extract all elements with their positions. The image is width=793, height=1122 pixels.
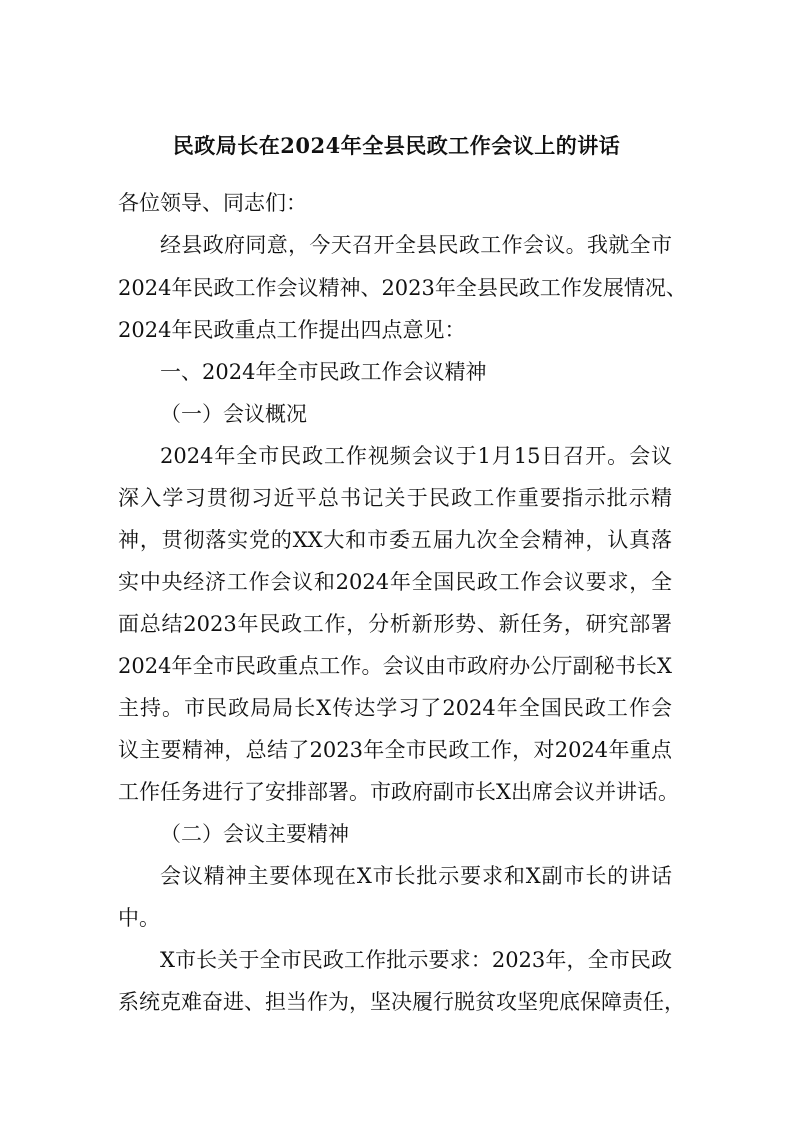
paragraph-line: 主持。市民政局局长X传达学习了2024年全国民政工作会 — [118, 696, 672, 720]
paragraph-line: 2024年民政重点工作提出四点意见： — [118, 318, 466, 342]
paragraph-line: X市长关于全市民政工作批示要求：2023年，全市民政 — [160, 948, 672, 972]
paragraph-line: 中。 — [118, 906, 160, 930]
paragraph-line: 会议精神主要体现在X市长批示要求和X副市长的讲话 — [160, 864, 672, 888]
subsection-heading: （一）会议概况 — [160, 402, 307, 426]
paragraph-line: 经县政府同意，今天召开全县民政工作会议。我就全市 — [160, 233, 672, 257]
paragraph-line: 系统克难奋进、担当作为，坚决履行脱贫攻坚兜底保障责任， — [118, 990, 685, 1014]
paragraph-line: 2024年全市民政工作视频会议于1月15日召开。会议 — [160, 444, 672, 468]
salutation: 各位领导、同志们： — [118, 191, 307, 215]
paragraph-line: 面总结2023年民政工作，分析新形势、新任务，研究部署 — [118, 612, 672, 636]
paragraph-line: 实中央经济工作会议和2024年全国民政工作会议要求，全 — [118, 570, 672, 594]
document-title: 民政局长在2024年全县民政工作会议上的讲话 — [172, 133, 621, 158]
paragraph-line: 2024年民政工作会议精神、2023年全县民政工作发展情况、 — [118, 276, 687, 300]
paragraph-line: 工作任务进行了安排部署。市政府副市长X出席会议并讲话。 — [118, 780, 679, 804]
paragraph-line: 2024年全市民政重点工作。会议由市政府办公厅副秘书长X — [118, 654, 672, 678]
paragraph-line: 议主要精神，总结了2023年全市民政工作，对2024年重点 — [118, 738, 672, 762]
paragraph-line: 深入学习贯彻习近平总书记关于民政工作重要指示批示精 — [118, 486, 672, 510]
paragraph-line: 神，贯彻落实党的XX大和市委五届九次全会精神，认真落 — [118, 528, 672, 552]
subsection-heading: （二）会议主要精神 — [160, 822, 349, 846]
section-heading: 一、2024年全市民政工作会议精神 — [160, 360, 487, 384]
